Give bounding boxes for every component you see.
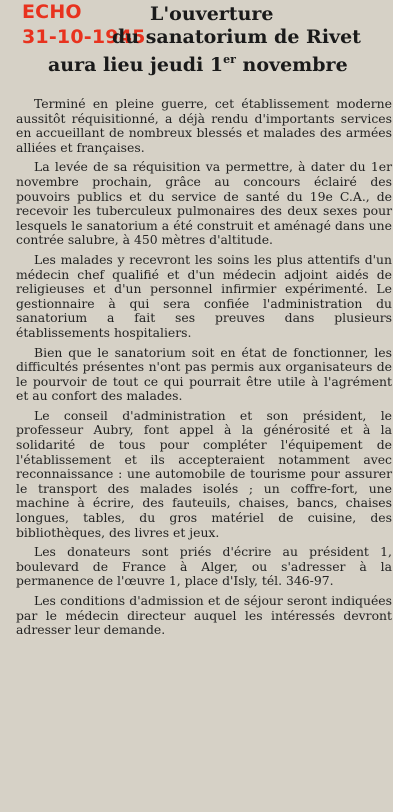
headline-line-3-prefix: aura lieu jeudi 1 xyxy=(48,54,224,76)
article-paragraph: Les donateurs sont priés d'écrire au président 1, boulevard de France à Alger, ou s'adresser à la permanence de l'œuvre 1, place d'Isly, tél. 346-97. xyxy=(16,544,392,589)
headline-line-3-suffix: novembre xyxy=(235,54,348,76)
article-body xyxy=(16,97,392,643)
article-paragraph: Terminé en pleine guerre, cet établissement moderne aussitôt réquisitionné, a déjà rendu d'importants services en accueillant de nombreux blessés et malades des armées alliées et françaises. xyxy=(16,96,392,155)
article-paragraph: La levée de sa réquisition va permettre, à dater du 1er novembre prochain, grâce au concours éclairé des pouvoirs publics et du service de santé du 19e C.A., de recevoir les tuberculeux pulmonaires des deux sexes pour lesquels le sanatorium a été construit et aménagé dans une contrée salubre, à 450 mètres d'altitude. xyxy=(16,159,392,248)
headline-line-2: du sanatorium de Rivet xyxy=(112,26,361,48)
article-paragraph: Bien que le sanatorium soit en état de fonctionner, les difficultés présentes n'ont pas permis aux organisateurs de le pourvoir de tout ce qui pourrait être utile à l'agrément et au confort des malades. xyxy=(16,344,392,404)
article-paragraph: Le conseil d'administration et son président, le professeur Aubry, font appel à la générosité et à la solidarité de tous pour compléter l'équipement de l'établissement et ils accepteraient notamment avec reconnaissance : une automobile de tourisme pour assurer le transport des malades isolés ; un coffre-fort, une machine à écrire, des fauteuils, chaises, bancs, chaises longues, tables, du gros matériel de cuisine, des bibliothèques, des livres et jeux. xyxy=(16,407,392,540)
date-stamp: 31-10-1945 xyxy=(22,26,146,48)
headline-line-1: L'ouverture xyxy=(150,3,274,25)
source-stamp: ECHO xyxy=(22,1,82,23)
article-paragraph: Les conditions d'admission et de séjour seront indiquées par le médecin directeur auquel les intéressés devront adresser leur demande. xyxy=(16,593,392,638)
headline-ordinal-suffix: er xyxy=(223,53,236,66)
page-edge xyxy=(393,0,401,812)
headline-line-3 xyxy=(48,54,400,75)
article-paragraph: Les malades y recevront les soins les plus attentifs d'un médecin chef qualifié et d'un médecin adjoint aidés de religieuses et d'un personnel infirmier expérimenté. Le gestionnaire à qui sera confiée l'administration du sanatorium a fait ses preuves dans plusieurs établissements hospitaliers. xyxy=(16,251,392,340)
